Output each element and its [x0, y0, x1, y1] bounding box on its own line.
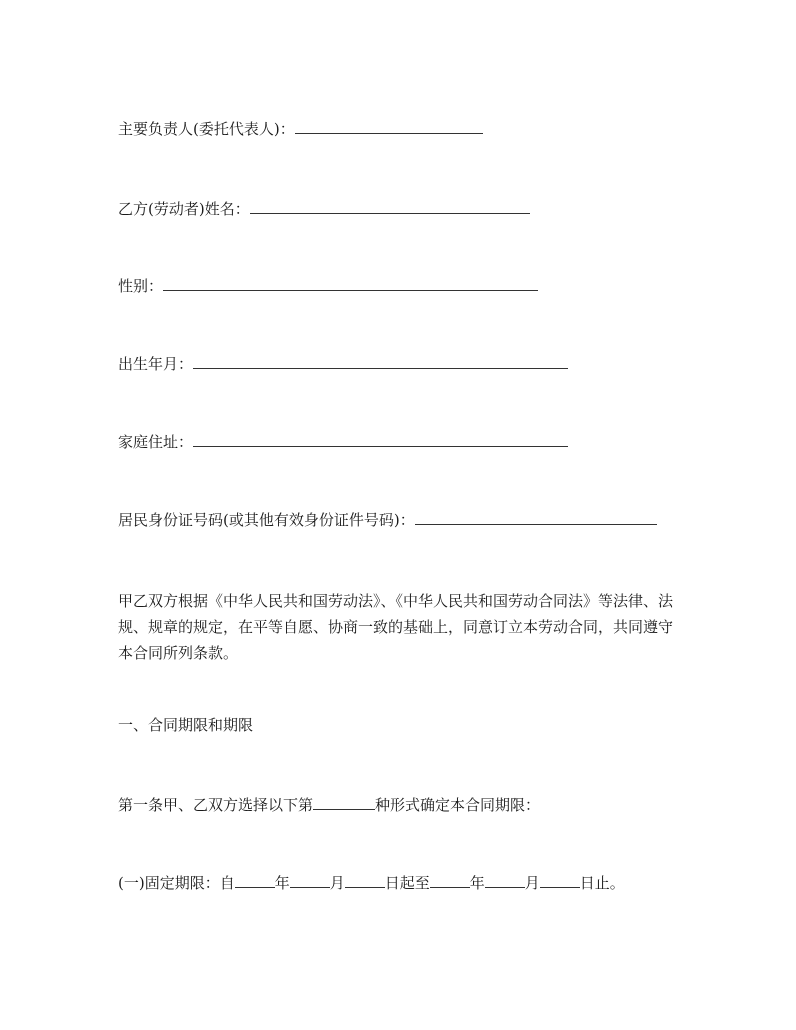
- start-day-label: 日起至: [384, 874, 430, 892]
- birth-blank[interactable]: [193, 351, 568, 369]
- start-year-label: 年: [274, 874, 290, 892]
- start-year-blank[interactable]: [235, 870, 275, 888]
- worker-name-blank[interactable]: [250, 196, 530, 214]
- principal-blank[interactable]: [295, 116, 483, 134]
- start-month-blank[interactable]: [290, 870, 330, 888]
- worker-name-label: 乙方(劳动者)姓名：: [118, 200, 250, 218]
- principal-field: [118, 116, 483, 142]
- end-day-blank[interactable]: [540, 870, 580, 888]
- term-form-blank[interactable]: [313, 792, 375, 810]
- principal-label: 主要负责人(委托代表人)：: [118, 120, 295, 138]
- end-month-label: 月: [524, 874, 540, 892]
- article-1-suffix: 种形式确定本合同期限：: [375, 796, 541, 814]
- article-1: [118, 792, 540, 818]
- start-month-label: 月: [329, 874, 345, 892]
- start-day-blank[interactable]: [345, 870, 385, 888]
- gender-field: [118, 273, 538, 299]
- end-year-label: 年: [469, 874, 485, 892]
- end-year-blank[interactable]: [430, 870, 470, 888]
- worker-name-field: [118, 196, 530, 222]
- id-number-blank[interactable]: [415, 507, 657, 525]
- id-number-field: [118, 507, 657, 533]
- article-1-prefix: 第一条甲、乙双方选择以下第: [118, 796, 314, 814]
- gender-blank[interactable]: [163, 273, 538, 291]
- gender-label: 性别：: [118, 277, 164, 295]
- id-number-label: 居民身份证号码(或其他有效身份证件号码)：: [118, 511, 415, 529]
- end-day-label: 日止。: [579, 874, 625, 892]
- end-month-blank[interactable]: [485, 870, 525, 888]
- birth-field: [118, 351, 568, 377]
- address-label: 家庭住址：: [118, 433, 194, 451]
- address-blank[interactable]: [193, 429, 568, 447]
- fixed-term-prefix: (一)固定期限：自: [118, 874, 235, 892]
- intro-paragraph: 甲乙双方根据《中华人民共和国劳动法》、《中华人民共和国劳动合同法》等法律、法规、规章的规定，在平等自愿、协商一致的基础上，同意订立本劳动合同，共同遵守本合同所列条款。: [118, 592, 674, 662]
- fixed-term-clause: [118, 870, 625, 896]
- section-heading: 一、合同期限和期限: [118, 716, 254, 734]
- birth-label: 出生年月：: [118, 355, 194, 373]
- address-field: [118, 429, 568, 455]
